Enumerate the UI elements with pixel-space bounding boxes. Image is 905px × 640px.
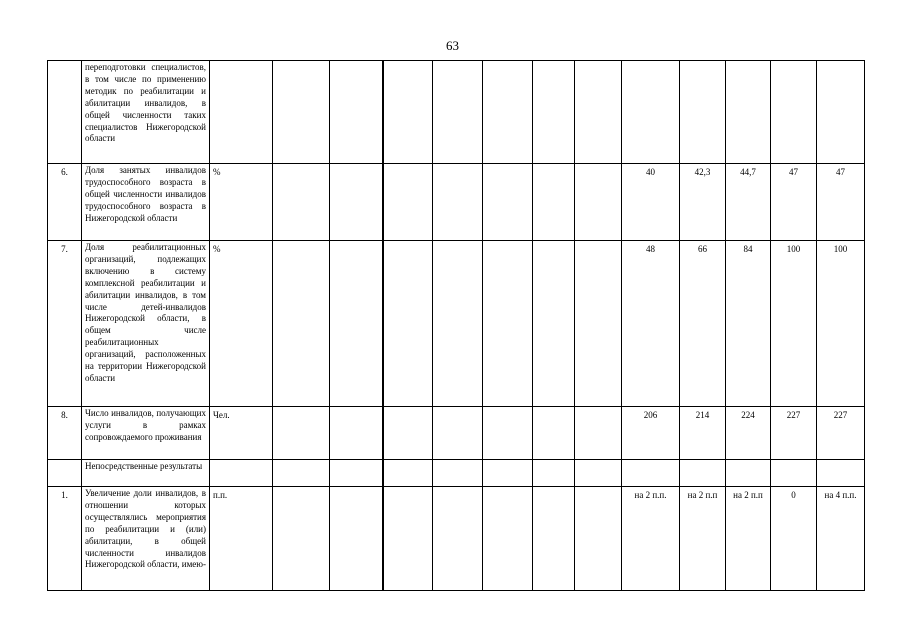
value-cell: 206	[622, 407, 680, 460]
unit-cell: п.п.	[210, 487, 273, 591]
empty-cell	[575, 241, 622, 407]
value-cell: на 2 п.п	[726, 487, 771, 591]
empty-cell	[383, 241, 433, 407]
value-cell: 42,3	[680, 164, 726, 241]
empty-cell	[273, 164, 330, 241]
row-number	[48, 460, 82, 487]
value-cell: на 2 п.п.	[622, 487, 680, 591]
table-row	[48, 61, 865, 164]
empty-cell	[383, 487, 433, 591]
empty-cell	[575, 164, 622, 241]
empty-cell	[483, 460, 533, 487]
empty-cell	[533, 407, 575, 460]
empty-cell	[383, 61, 433, 164]
table-row	[48, 460, 865, 487]
value-cell: 47	[771, 164, 817, 241]
value-cell: 84	[726, 241, 771, 407]
value-cell: 0	[771, 487, 817, 591]
empty-cell	[273, 407, 330, 460]
value-cell	[622, 460, 680, 487]
value-cell: 47	[817, 164, 865, 241]
empty-cell	[273, 61, 330, 164]
row-number	[48, 61, 82, 164]
empty-cell	[483, 164, 533, 241]
empty-cell	[483, 487, 533, 591]
row-number: 6.	[48, 164, 82, 241]
empty-cell	[383, 407, 433, 460]
value-cell	[726, 460, 771, 487]
value-cell: 44,7	[726, 164, 771, 241]
empty-cell	[575, 487, 622, 591]
unit-cell: %	[210, 241, 273, 407]
empty-cell	[330, 487, 383, 591]
empty-cell	[433, 61, 483, 164]
row-number: 8.	[48, 407, 82, 460]
value-cell	[817, 61, 865, 164]
section-heading: Непосредственные результаты	[82, 460, 210, 487]
indicator-text: переподготовки специалистов, в том числе по применению методик по реабилитации и абилитации инвалидов, в общей численности таких специалистов Нижегородской области	[82, 61, 210, 164]
empty-cell	[273, 487, 330, 591]
unit-cell	[210, 460, 273, 487]
value-cell: 40	[622, 164, 680, 241]
value-cell: 100	[817, 241, 865, 407]
value-cell: 224	[726, 407, 771, 460]
table-row	[48, 241, 865, 407]
indicator-text: Доля реабилитационных организаций, подлежащих включению в систему комплексной реабилитации и абилитации инвалидов, в том числе детей-инвалидов Нижегородской области, в общем числе реабилитационных организаций, расположенных на территории Нижегородской области	[82, 241, 210, 407]
empty-cell	[383, 460, 433, 487]
table-row	[48, 407, 865, 460]
value-cell: 100	[771, 241, 817, 407]
empty-cell	[330, 460, 383, 487]
indicators-table	[47, 60, 865, 591]
value-cell	[817, 460, 865, 487]
table-row	[48, 487, 865, 591]
value-cell	[622, 61, 680, 164]
page-number: 63	[446, 38, 459, 53]
empty-cell	[533, 164, 575, 241]
empty-cell	[273, 460, 330, 487]
empty-cell	[533, 241, 575, 407]
value-cell: 227	[771, 407, 817, 460]
unit-cell: %	[210, 164, 273, 241]
row-number: 7.	[48, 241, 82, 407]
empty-cell	[433, 407, 483, 460]
value-cell: на 2 п.п	[680, 487, 726, 591]
empty-cell	[330, 407, 383, 460]
empty-cell	[383, 164, 433, 241]
value-cell	[680, 61, 726, 164]
value-cell	[726, 61, 771, 164]
empty-cell	[273, 241, 330, 407]
value-cell: 214	[680, 407, 726, 460]
empty-cell	[533, 61, 575, 164]
row-number: 1.	[48, 487, 82, 591]
indicator-text: Увеличение доли инвалидов, в отношении которых осуществлялись мероприятия по реабилитации и (или) абилитации, в общей численности инвалидов Нижегородской области, имею-	[82, 487, 210, 591]
value-cell	[680, 460, 726, 487]
value-cell: 48	[622, 241, 680, 407]
value-cell	[771, 61, 817, 164]
empty-cell	[433, 487, 483, 591]
value-cell: на 4 п.п.	[817, 487, 865, 591]
indicator-text: Доля занятых инвалидов трудоспособного возраста в общей численности инвалидов трудоспособного возраста в Нижегородской области	[82, 164, 210, 241]
empty-cell	[483, 407, 533, 460]
empty-cell	[330, 241, 383, 407]
indicator-text: Число инвалидов, получающих услуги в рамках сопровождаемого проживания	[82, 407, 210, 460]
empty-cell	[433, 164, 483, 241]
empty-cell	[330, 61, 383, 164]
empty-cell	[575, 61, 622, 164]
empty-cell	[433, 460, 483, 487]
unit-cell	[210, 61, 273, 164]
empty-cell	[483, 61, 533, 164]
unit-cell: Чел.	[210, 407, 273, 460]
empty-cell	[575, 407, 622, 460]
value-cell	[771, 460, 817, 487]
empty-cell	[533, 460, 575, 487]
empty-cell	[433, 241, 483, 407]
value-cell: 66	[680, 241, 726, 407]
value-cell: 227	[817, 407, 865, 460]
table-row	[48, 164, 865, 241]
empty-cell	[330, 164, 383, 241]
empty-cell	[533, 487, 575, 591]
empty-cell	[575, 460, 622, 487]
empty-cell	[483, 241, 533, 407]
